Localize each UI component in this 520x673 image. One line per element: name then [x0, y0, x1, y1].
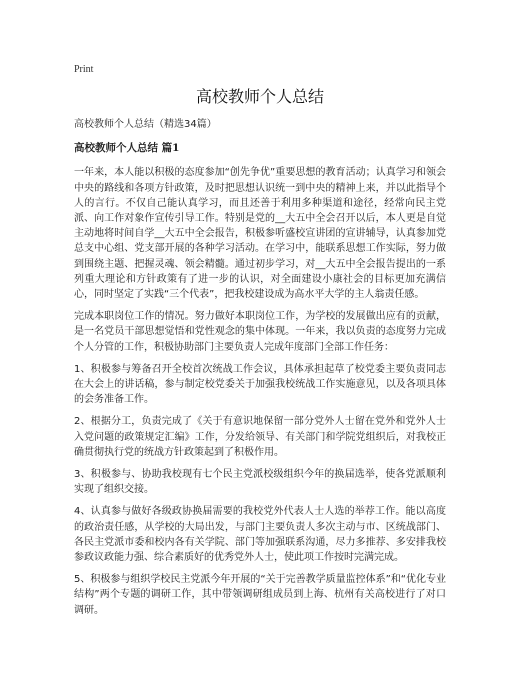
paragraph-3: 1、积极参与筹备召开全校首次统战工作会议，具体承担起草了校党委主要负责同志在大会上的讲话稿，参与制定校党委关于加强我校统战工作实施意见，以及各项具体的会务准备工作。 — [74, 363, 446, 406]
article-subtitle: 高校教师个人总结（精选34篇） — [74, 119, 217, 130]
paragraph-4: 2、根据分工，负责完成了《关于有意识地保留一部分党外人士留在党外和党外人士入党问题的政策规定汇编》工作，分发给领导、有关部门和学院党组织后，对我校正确贯彻执行党的统战方针政策起到了积极作用。 — [74, 416, 446, 458]
paragraph-2: 完成本职岗位工作的情况。努力做好本职岗位工作，为学校的发展做出应有的贡献，是一名党员干部思想觉悟和党性观念的集中体现。一年来，我以负责的态度努力完成个人分管的工作，积极协助部门主要负责人完成年度部门全部工作任务： — [74, 311, 446, 353]
paragraph-7: 5、积极参与组织学校民主党派今年开展的“关于完善教学质量监控体系”和“优化专业结构”两个专题的调研工作，其中带领调研组成员到上海、杭州有关高校进行了对口调研。 — [74, 574, 446, 616]
page-title: 高校教师个人总结 — [195, 87, 324, 106]
paragraph-6: 4、认真参与做好各级政协换届需要的我校党外代表人士人选的举荐工作。能以高度的政治责任感，从学校的大局出发，与部门主要负责人多次主动与市、区统战部门、各民主党派市委和校内各有关学院、部门等加强联系沟通，尽力多推荐、多安排我校参政议政能力强、综合素质好的优秀党外人士，使此项工作按时完满完成。 — [74, 506, 446, 564]
print-link[interactable]: Print — [74, 64, 94, 75]
section-heading: 高校教师个人总结 篇1 — [74, 142, 180, 155]
paragraph-1: 一年来，本人能以积极的态度参加“创先争优”重要思想的教育活动；认真学习和领会中央的路线和各项方针政策，及时把思想认识统一到中央的精神上来，并以此指导个人的言行。不仅自己能认真学习，而且还善于利用多种渠道和途径，经常向民主党派、向工作对象作宣传引导工作。特别是党的__大五中全会召开以后，本人更是自觉主动地将时间自学__大五中全会报告，积极参听盛校宣讲团的宣讲辅导，认真参加党总支中心组、党支部开展的各种学习活动。在学习中，能联系思想工作实际，努力做到围绕主题、把握灵魂、领会精髓。通过初步学习，对__大五中全会报告提出的一系列重大理论和方针政策有了进一步的认识，对全面建设小康社会的目标更加充满信心，同时坚定了实践“三个代表”，把我校建设成为高水平大学的主人翁责任感。 — [74, 167, 446, 301]
paragraph-5: 3、积极参与、协助我校现有七个民主党派校级组织今年的换届选举，使各党派顺利实现了组织交接。 — [74, 469, 446, 496]
article-content — [74, 117, 446, 625]
